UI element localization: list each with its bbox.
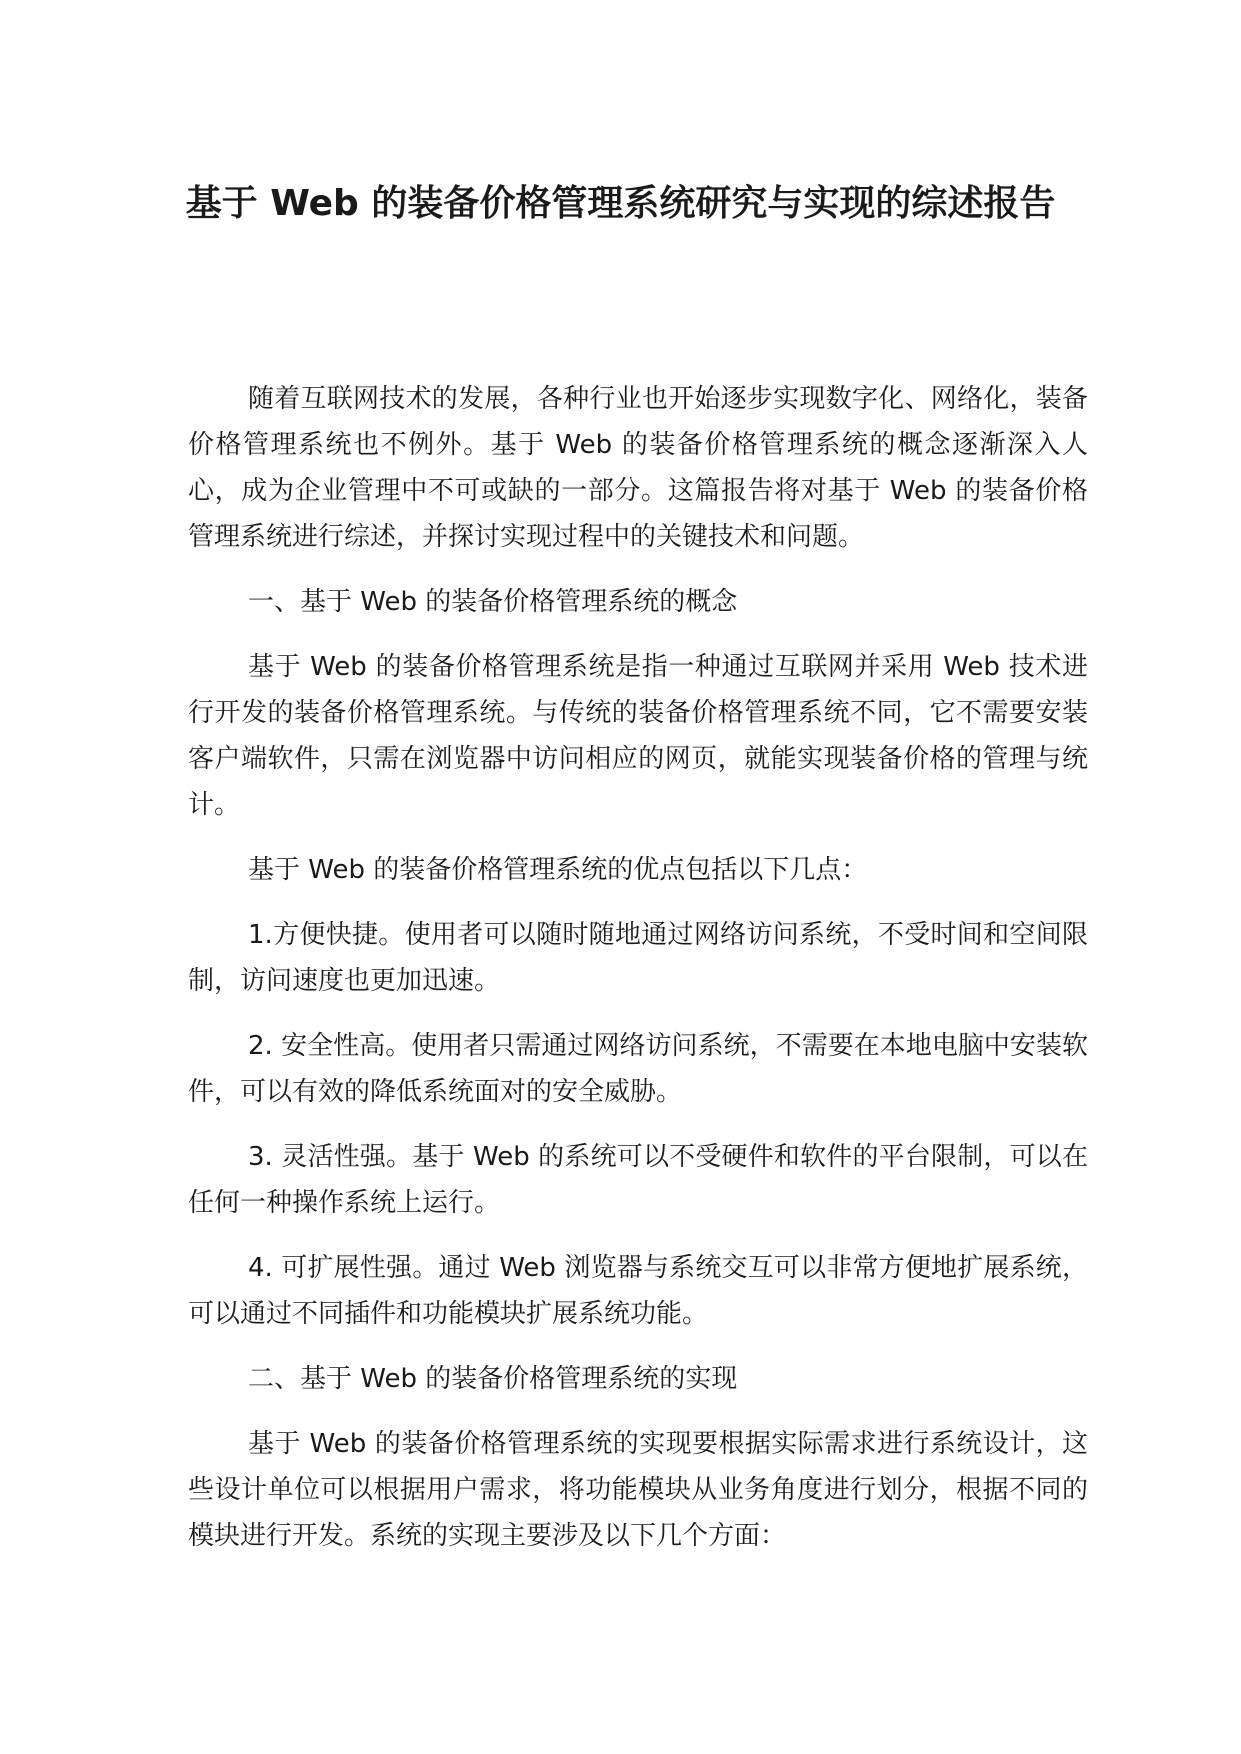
advantage-item-2: 2. 安全性高。使用者只需通过网络访问系统，不需要在本地电脑中安装软件，可以有效的降低系统面对的安全威胁。 xyxy=(188,1031,1088,1107)
section-heading-implementation: 二、基于 Web 的装备价格管理系统的实现 xyxy=(248,1364,738,1394)
advantages-intro: 基于 Web 的装备价格管理系统的优点包括以下几点： xyxy=(248,855,868,885)
concept-paragraph: 基于 Web 的装备价格管理系统是指一种通过互联网并采用 Web 技术进行开发的装备价格管理系统。与传统的装备价格管理系统不同，它不需要安装客户端软件，只需在浏览器中访问相应的网页，就能实现装备价格的管理与统计。 xyxy=(188,652,1088,820)
intro-paragraph: 随着互联网技术的发展，各种行业也开始逐步实现数字化、网络化，装备价格管理系统也不例外。基于 Web 的装备价格管理系统的概念逐渐深入人心，成为企业管理中不可或缺的一部分。这篇报告将对基于 Web 的装备价格管理系统进行综述，并探讨实现过程中的关键技术和问题。 xyxy=(188,384,1088,552)
advantage-item-3: 3. 灵活性强。基于 Web 的系统可以不受硬件和软件的平台限制，可以在任何一种操作系统上运行。 xyxy=(188,1142,1088,1218)
advantage-item-4: 4. 可扩展性强。通过 Web 浏览器与系统交互可以非常方便地扩展系统，可以通过不同插件和功能模块扩展系统功能。 xyxy=(188,1253,1088,1329)
document-body xyxy=(188,376,1088,1578)
implementation-paragraph: 基于 Web 的装备价格管理系统的实现要根据实际需求进行系统设计，这些设计单位可以根据用户需求，将功能模块从业务角度进行划分，根据不同的模块进行开发。系统的实现主要涉及以下几个方面： xyxy=(188,1429,1088,1551)
section-heading-concept: 一、基于 Web 的装备价格管理系统的概念 xyxy=(248,587,738,617)
document-title: 基于 Web 的装备价格管理系统研究与实现的综述报告 xyxy=(185,183,1056,224)
advantage-item-1: 1.方便快捷。使用者可以随时随地通过网络访问系统，不受时间和空间限制，访问速度也更加迅速。 xyxy=(188,920,1088,996)
